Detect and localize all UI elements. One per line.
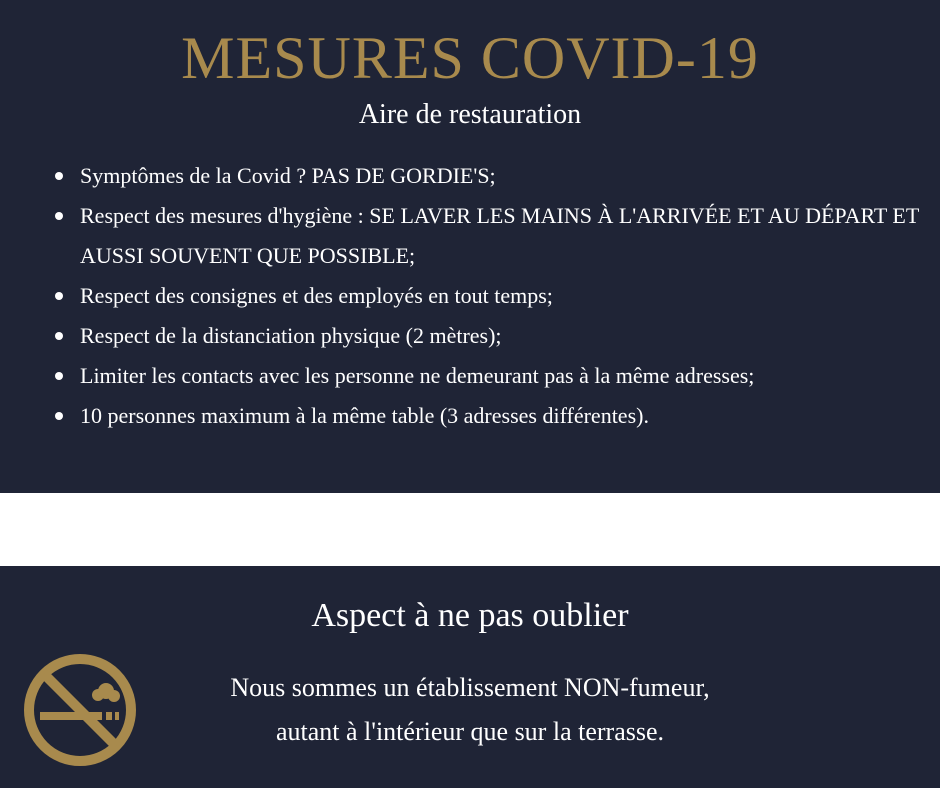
non-smoking-line-1: Nous sommes un établissement NON-fumeur, bbox=[230, 673, 710, 702]
page-title: MESURES COVID-19 bbox=[181, 25, 759, 91]
rule-item-max-people: 10 personnes maximum à la même table (3 adresses différentes). bbox=[80, 396, 920, 436]
rule-item-symptoms: Symptômes de la Covid ? PAS DE GORDIE'S; bbox=[80, 156, 920, 196]
reminder-title: Aspect à ne pas oublier bbox=[311, 597, 629, 634]
no-smoking-icon bbox=[22, 652, 138, 768]
rule-item-respect-staff: Respect des consignes et des employés en tout temps; bbox=[80, 276, 920, 316]
rule-item-distancing: Respect de la distanciation physique (2 mètres); bbox=[80, 316, 920, 356]
non-smoking-line-2: autant à l'intérieur que sur la terrasse. bbox=[275, 717, 665, 746]
rule-item-limit-contacts: Limiter les contacts avec les personne ne demeurant pas à la même adresses; bbox=[80, 356, 920, 396]
rules-list bbox=[80, 156, 920, 436]
page-subtitle: Aire de restauration bbox=[358, 99, 582, 130]
rule-item-hygiene: Respect des mesures d'hygiène : SE LAVER LES MAINS À L'ARRIVÉE ET AU DÉPART ET AUSSI SOUVENT QUE POSSIBLE; bbox=[80, 196, 920, 276]
non-smoking-notice bbox=[140, 666, 800, 754]
